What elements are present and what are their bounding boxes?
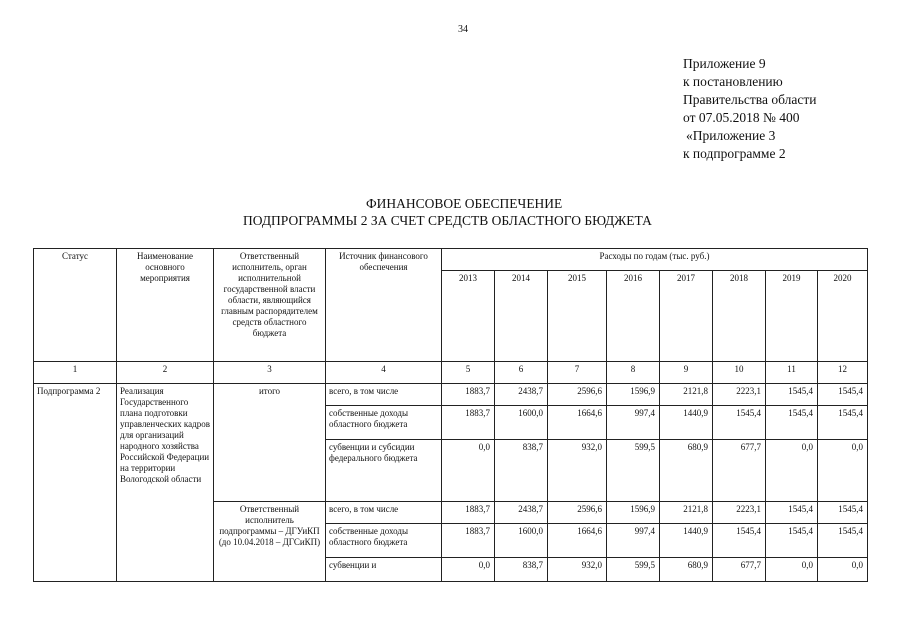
column-number: 9 bbox=[660, 362, 713, 384]
value-cell: 677,7 bbox=[713, 440, 766, 502]
value-cell: 680,9 bbox=[660, 440, 713, 502]
value-cell: 2596,6 bbox=[548, 502, 607, 524]
value-cell: 1545,4 bbox=[713, 524, 766, 558]
value-cell: 0,0 bbox=[442, 558, 495, 582]
value-cell: 1883,7 bbox=[442, 502, 495, 524]
table-row bbox=[34, 384, 868, 406]
value-cell: 2438,7 bbox=[495, 384, 548, 406]
page-title: ФИНАНСОВОЕ ОБЕСПЕЧЕНИЕ bbox=[366, 196, 563, 211]
annex-line: Правительства области bbox=[683, 92, 817, 107]
activity-name-cell: Реализация Государственного плана подготовки управленческих кадров для организаций народного хозяйства Российской Федерации на территории Вологодской области bbox=[117, 384, 214, 582]
column-number: 6 bbox=[495, 362, 548, 384]
column-number: 8 bbox=[607, 362, 660, 384]
value-cell: 1883,7 bbox=[442, 406, 495, 440]
value-cell: 2223,1 bbox=[713, 502, 766, 524]
value-cell: 1596,9 bbox=[607, 384, 660, 406]
year-header: 2014 bbox=[495, 271, 548, 362]
value-cell: 1545,4 bbox=[713, 406, 766, 440]
value-cell: 680,9 bbox=[660, 558, 713, 582]
annex-line: от 07.05.2018 № 400 bbox=[683, 110, 800, 125]
column-number: 12 bbox=[818, 362, 868, 384]
value-cell: 838,7 bbox=[495, 558, 548, 582]
value-cell: 2223,1 bbox=[713, 384, 766, 406]
annex-line: к подпрограмме 2 bbox=[683, 146, 786, 161]
page-number: 34 bbox=[458, 24, 468, 35]
source-cell: субвенции и субсидии федерального бюджета bbox=[326, 440, 442, 502]
column-number: 7 bbox=[548, 362, 607, 384]
value-cell: 1883,7 bbox=[442, 384, 495, 406]
value-cell: 1600,0 bbox=[495, 406, 548, 440]
value-cell: 0,0 bbox=[766, 558, 818, 582]
value-cell: 1545,4 bbox=[766, 384, 818, 406]
value-cell: 1440,9 bbox=[660, 406, 713, 440]
value-cell: 1600,0 bbox=[495, 524, 548, 558]
column-number-row bbox=[34, 362, 868, 384]
executor-cell: Ответственный исполнитель подпрограммы – ДГУиКП (до 10.04.2018 – ДГСиКП) bbox=[214, 502, 326, 582]
value-cell: 1664,6 bbox=[548, 524, 607, 558]
source-cell: всего, в том числе bbox=[326, 384, 442, 406]
annex-line: «Приложение 3 bbox=[686, 128, 776, 143]
page-subtitle: ПОДПРОГРАММЫ 2 ЗА СЧЕТ СРЕДСТВ ОБЛАСТНОГО БЮДЖЕТА bbox=[243, 213, 652, 228]
value-cell: 599,5 bbox=[607, 558, 660, 582]
value-cell: 0,0 bbox=[818, 558, 868, 582]
value-cell: 0,0 bbox=[442, 440, 495, 502]
value-cell: 1883,7 bbox=[442, 524, 495, 558]
year-header: 2013 bbox=[442, 271, 495, 362]
value-cell: 1545,4 bbox=[818, 384, 868, 406]
value-cell: 997,4 bbox=[607, 524, 660, 558]
column-number: 5 bbox=[442, 362, 495, 384]
column-number: 3 bbox=[214, 362, 326, 384]
source-cell: собственные доходы областного бюджета bbox=[326, 524, 442, 558]
year-header: 2018 bbox=[713, 271, 766, 362]
header-executor: Ответственный исполнитель, орган исполнительной государственной власти области, являющийся главным распорядителем средств областного бюджета bbox=[214, 249, 326, 362]
value-cell: 1545,4 bbox=[766, 524, 818, 558]
source-cell: собственные доходы областного бюджета bbox=[326, 406, 442, 440]
value-cell: 997,4 bbox=[607, 406, 660, 440]
value-cell: 2438,7 bbox=[495, 502, 548, 524]
financing-table bbox=[33, 248, 868, 582]
header-source: Источник финансового обеспечения bbox=[326, 249, 442, 362]
value-cell: 932,0 bbox=[548, 558, 607, 582]
value-cell: 2596,6 bbox=[548, 384, 607, 406]
value-cell: 1545,4 bbox=[818, 524, 868, 558]
year-header: 2020 bbox=[818, 271, 868, 362]
value-cell: 2121,8 bbox=[660, 384, 713, 406]
status-cell: Подпрограмма 2 bbox=[34, 384, 117, 582]
table-header-row bbox=[34, 249, 868, 271]
value-cell: 1545,4 bbox=[766, 406, 818, 440]
value-cell: 2121,8 bbox=[660, 502, 713, 524]
value-cell: 1545,4 bbox=[766, 502, 818, 524]
source-cell: всего, в том числе bbox=[326, 502, 442, 524]
value-cell: 932,0 bbox=[548, 440, 607, 502]
executor-cell: итого bbox=[214, 384, 326, 502]
header-expenses: Расходы по годам (тыс. руб.) bbox=[442, 249, 868, 271]
column-number: 11 bbox=[766, 362, 818, 384]
annex-line: к постановлению bbox=[683, 74, 783, 89]
year-header: 2015 bbox=[548, 271, 607, 362]
header-name: Наименование основного мероприятия bbox=[117, 249, 214, 362]
value-cell: 1440,9 bbox=[660, 524, 713, 558]
value-cell: 677,7 bbox=[713, 558, 766, 582]
source-cell: субвенции и bbox=[326, 558, 442, 582]
value-cell: 599,5 bbox=[607, 440, 660, 502]
header-status: Статус bbox=[34, 249, 117, 362]
column-number: 2 bbox=[117, 362, 214, 384]
column-number: 1 bbox=[34, 362, 117, 384]
column-number: 10 bbox=[713, 362, 766, 384]
value-cell: 838,7 bbox=[495, 440, 548, 502]
value-cell: 1545,4 bbox=[818, 502, 868, 524]
year-header: 2016 bbox=[607, 271, 660, 362]
value-cell: 1545,4 bbox=[818, 406, 868, 440]
value-cell: 0,0 bbox=[766, 440, 818, 502]
annex-line: Приложение 9 bbox=[683, 56, 766, 71]
column-number: 4 bbox=[326, 362, 442, 384]
value-cell: 1664,6 bbox=[548, 406, 607, 440]
value-cell: 0,0 bbox=[818, 440, 868, 502]
annex-block bbox=[683, 55, 816, 163]
year-header: 2019 bbox=[766, 271, 818, 362]
year-header: 2017 bbox=[660, 271, 713, 362]
value-cell: 1596,9 bbox=[607, 502, 660, 524]
